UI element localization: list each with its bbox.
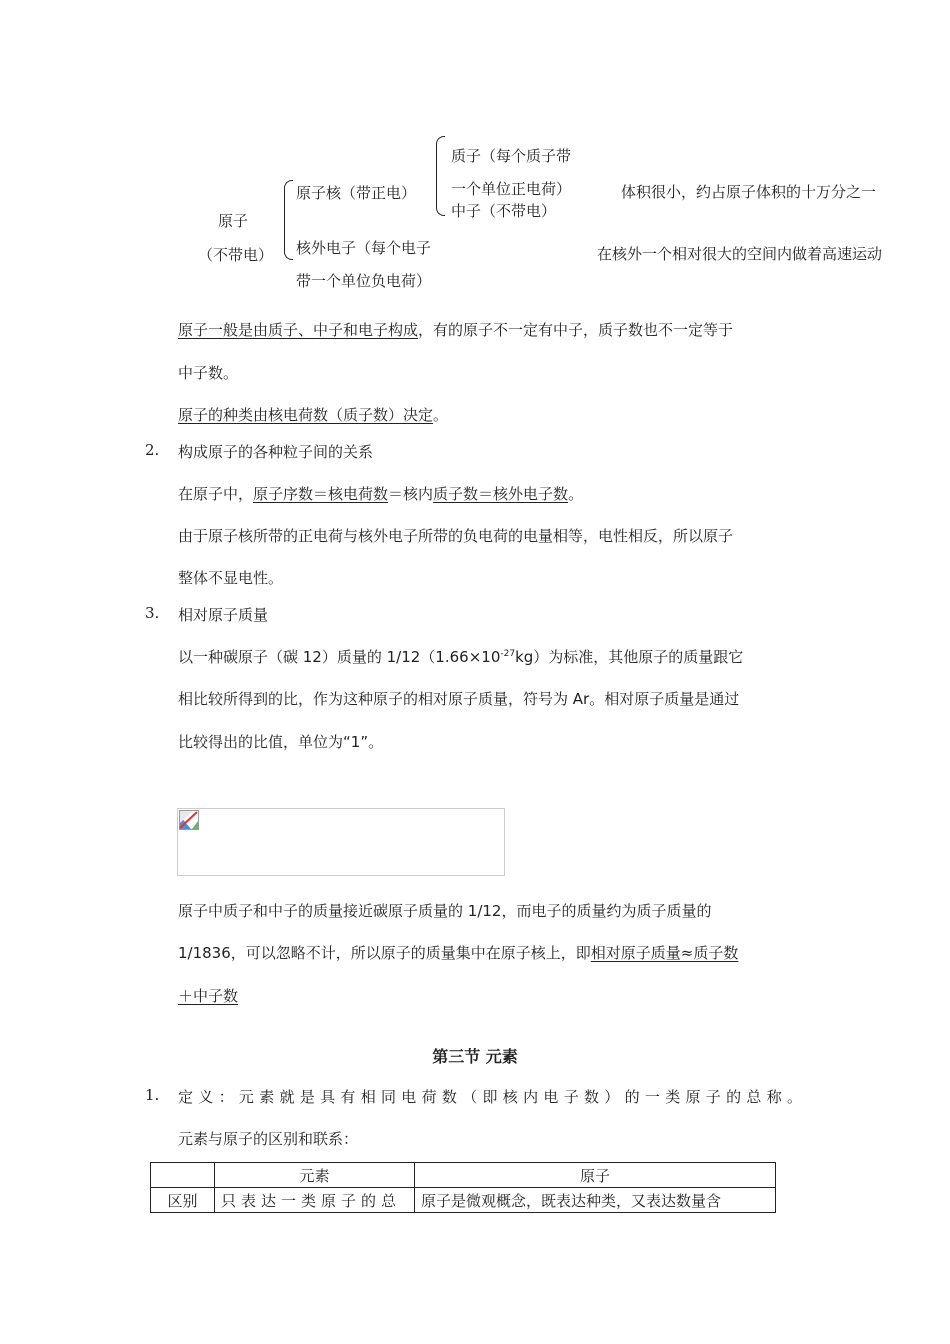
relative-mass-text-b: kg）为标准，其他原子的质量跟它 <box>515 648 744 666</box>
table-header-cell: 元素 <box>215 1163 415 1188</box>
table-header-cell: 原子 <box>415 1163 776 1188</box>
atom-label: 原子 <box>218 212 249 230</box>
composition-paragraph <box>178 319 733 340</box>
mass-concentration-line-2 <box>178 942 738 963</box>
neutron-label: 中子（不带电） <box>451 202 557 220</box>
formula-image-placeholder <box>177 808 505 876</box>
electron-label-1: 核外电子（每个电子 <box>296 239 432 257</box>
relation-equation <box>178 483 583 504</box>
item-2-number: 2. <box>145 441 160 459</box>
atom-neutral-label: （不带电） <box>198 246 274 264</box>
relative-mass-line-2: 相比较所得到的比，作为这种原子的相对原子质量，符号为 Ar。相对原子质量是通过 <box>178 690 740 708</box>
nucleus-label: 原子核（带正电） <box>296 184 417 202</box>
mass-formula-part-2: ＋中子数 <box>178 987 239 1005</box>
element-atom-comparison-intro: 元素与原子的区别和联系： <box>178 1130 359 1148</box>
mass-text-a: 1/1836，可以忽略不计， <box>178 944 351 962</box>
relation-end: 。 <box>568 485 584 503</box>
atom-brace <box>284 180 293 260</box>
nucleus-brace <box>436 136 445 216</box>
table-header-cell <box>151 1163 215 1188</box>
element-definition: 定义：元素就是具有相同电荷数（即核内电子数）的一类原子的总称。 <box>178 1088 808 1106</box>
composition-key-point: 原子一般是由质子、中子和电子构成 <box>178 321 419 339</box>
section-title: 第三节 元素 <box>432 1047 518 1066</box>
composition-text: ，有的原子不一定有中子，质子数也不一定等于 <box>418 321 734 339</box>
item-2-title: 构成原子的各种粒子间的关系 <box>178 443 374 461</box>
electron-label-2: 带一个单位负电荷） <box>296 272 432 290</box>
broken-image-icon <box>179 810 199 830</box>
atom-type-key-point: 原子的种类由核电荷数（质子数）决定 <box>178 406 434 424</box>
neutrality-line-2: 整体不显电性。 <box>178 569 284 587</box>
composition-paragraph-line2: 中子数。 <box>178 364 239 382</box>
mass-concentration-line-3 <box>178 985 238 1006</box>
element-atom-table <box>150 1162 776 1213</box>
relative-mass-line-1 <box>178 646 743 667</box>
table-header-row <box>151 1163 776 1188</box>
relative-mass-line-3: 比较得出的比值，单位为“1”。 <box>178 733 384 751</box>
neutrality-line-1: 由于原子核所带的正电荷与核外电子所带的负电荷的电量相等，电性相反，所以原子 <box>178 527 734 545</box>
relation-part-1: 原子序数＝核电荷数 <box>253 485 389 503</box>
table-row <box>151 1188 776 1213</box>
mass-text-b: 所以原子的质量集中在原子核上，即 <box>350 944 591 962</box>
proton-label-1: 质子（每个质子带 <box>451 147 572 165</box>
relation-part-2: 质子数＝核外电子数 <box>433 485 569 503</box>
table-cell: 区别 <box>151 1188 215 1213</box>
table-cell: 只表达一类原子的总 <box>215 1188 415 1213</box>
relative-mass-text-a: 以一种碳原子（碳 12）质量的 1/12（1.66×10 <box>178 648 501 666</box>
relation-prefix: 在原子中， <box>178 485 254 503</box>
element-item-number: 1. <box>145 1086 160 1104</box>
table-cell: 原子是微观概念，既表达种类，又表达数量含 <box>415 1188 776 1213</box>
item-3-title: 相对原子质量 <box>178 606 269 624</box>
nucleus-note: 体积很小，约占原子体积的十万分之一 <box>621 183 877 201</box>
mass-concentration-line-1: 原子中质子和中子的质量接近碳原子质量的 1/12，而电子的质量约为质子质量的 <box>178 902 712 920</box>
item-3-number: 3. <box>145 604 160 622</box>
exponent: -27 <box>500 649 516 659</box>
relation-middle: ＝核内 <box>388 485 434 503</box>
atom-type-period: 。 <box>433 406 449 424</box>
atom-type-paragraph <box>178 404 448 425</box>
proton-label-2: 一个单位正电荷） <box>451 180 572 198</box>
mass-formula-part-1: 相对原子质量≈质子数 <box>590 944 739 962</box>
electron-note: 在核外一个相对很大的空间内做着高速运动 <box>597 245 883 263</box>
